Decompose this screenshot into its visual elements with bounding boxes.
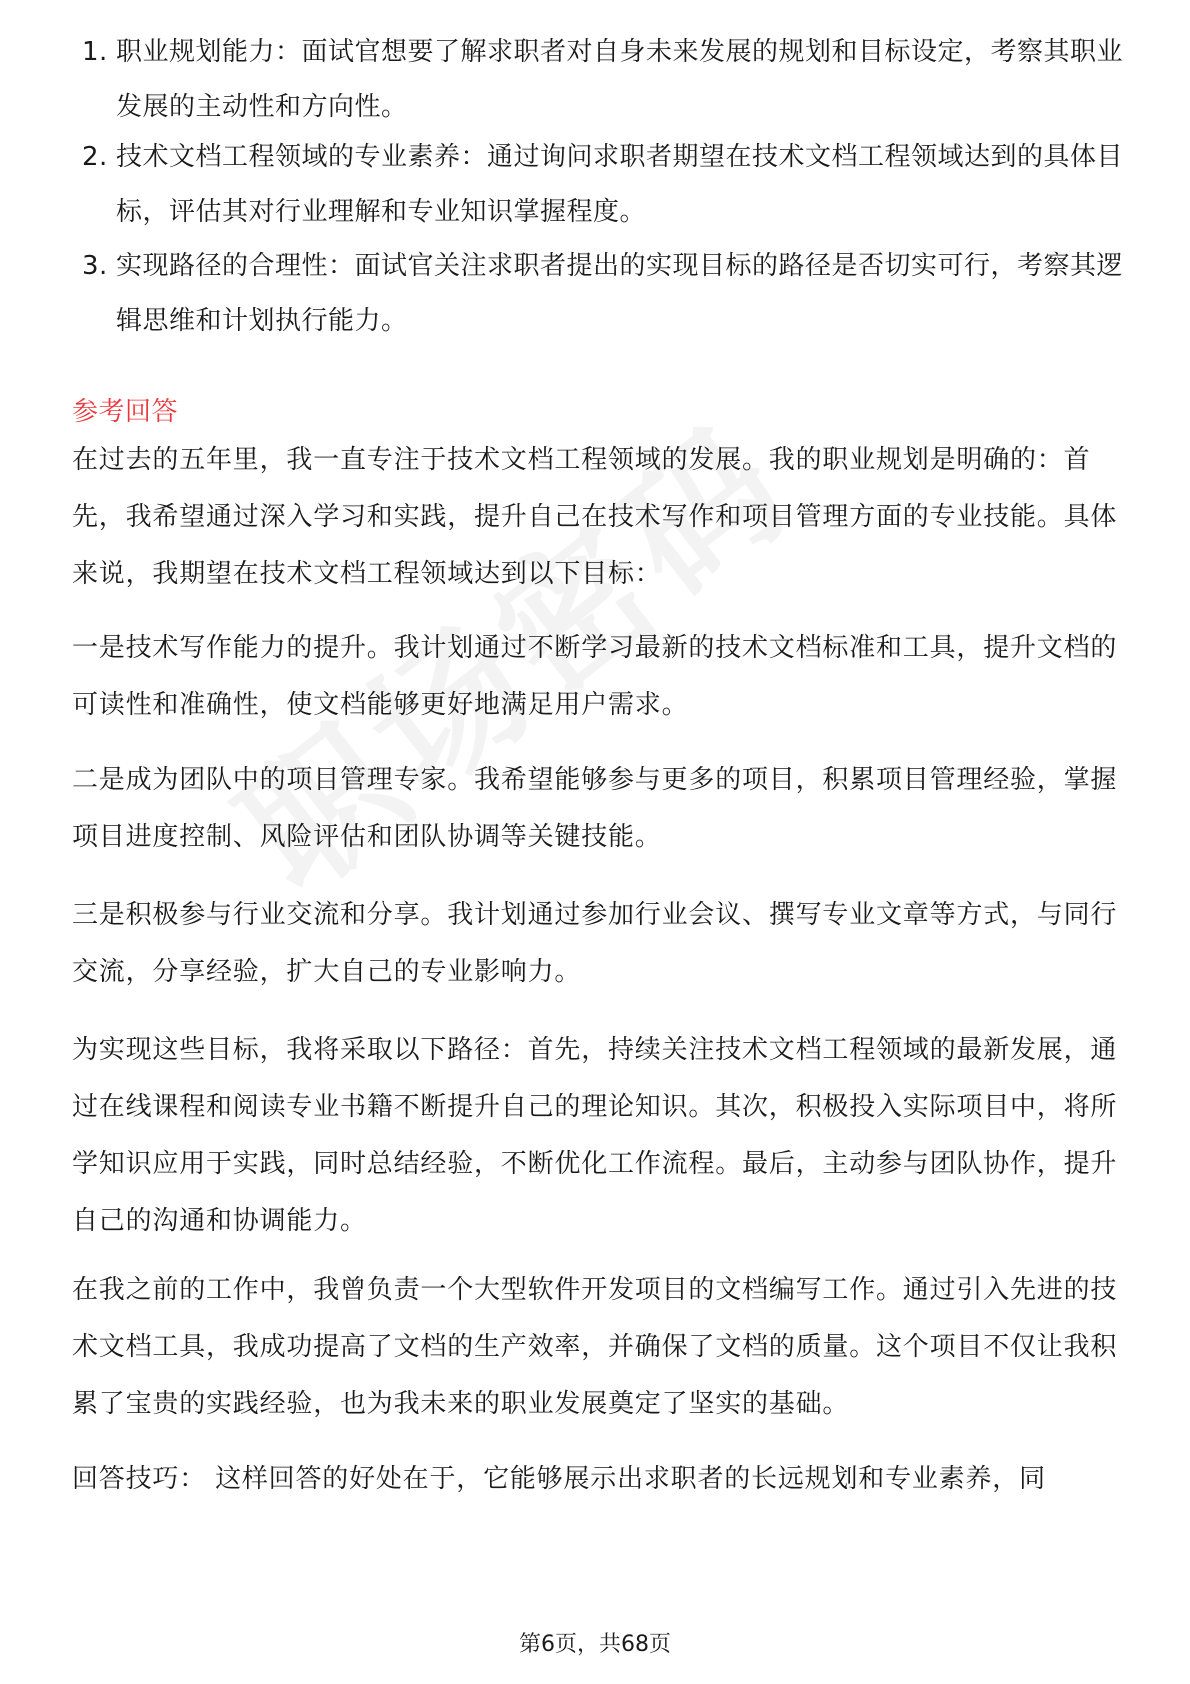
list-item-2 xyxy=(82,130,1126,240)
list-number: 1. xyxy=(82,37,108,67)
paragraph-4: 三是积极参与行业交流和分享。我计划通过参加行业会议、撰写专业文章等方式，与同行交流，分享经验，扩大自己的专业影响力。 xyxy=(72,900,1118,987)
list-number: 3. xyxy=(82,251,108,281)
paragraph-3: 二是成为团队中的项目管理专家。我希望能够参与更多的项目，积累项目管理经验，掌握项目进度控制、风险评估和团队协调等关键技能。 xyxy=(72,765,1118,852)
list-item-3 xyxy=(82,239,1126,349)
paragraph-5: 为实现这些目标，我将采取以下路径：首先，持续关注技术文档工程领域的最新发展，通过在线课程和阅读专业书籍不断提升自己的理论知识。其次，积极投入实际项目中，将所学知识应用于实践，同时总结经验，不断优化工作流程。最后，主动参与团队协作，提升自己的沟通和协调能力。 xyxy=(72,1035,1118,1236)
paragraph-1: 在过去的五年里，我一直专注于技术文档工程领域的发展。我的职业规划是明确的：首先，我希望通过深入学习和实践，提升自己在技术写作和项目管理方面的专业技能。具体来说，我期望在技术文档工程领域达到以下目标： xyxy=(72,445,1118,589)
reference-answer-heading: 参考回答 xyxy=(72,397,179,427)
list-text: 实现路径的合理性：面试官关注求职者提出的实现目标的路径是否切实可行，考察其逻辑思维和计划执行能力。 xyxy=(116,251,1124,336)
list-text: 职业规划能力：面试官想要了解求职者对自身未来发展的规划和目标设定，考察其职业发展的主动性和方向性。 xyxy=(116,37,1124,122)
paragraph-7: 回答技巧： 这样回答的好处在于，它能够展示出求职者的长远规划和专业素养，同 xyxy=(72,1464,1046,1494)
paragraph-6: 在我之前的工作中，我曾负责一个大型软件开发项目的文档编写工作。通过引入先进的技术文档工具，我成功提高了文档的生产效率，并确保了文档的质量。这个项目不仅让我积累了宝贵的实践经验，也为我未来的职业发展奠定了坚实的基础。 xyxy=(72,1275,1118,1419)
page-footer: 第6页，共68页 xyxy=(519,1632,671,1657)
list-number: 2. xyxy=(82,142,108,172)
list-item-1 xyxy=(82,25,1126,135)
paragraph-2: 一是技术写作能力的提升。我计划通过不断学习最新的技术文档标准和工具，提升文档的可读性和准确性，使文档能够更好地满足用户需求。 xyxy=(72,633,1118,720)
list-text: 技术文档工程领域的专业素养：通过询问求职者期望在技术文档工程领域达到的具体目标，评估其对行业理解和专业知识掌握程度。 xyxy=(116,142,1124,227)
